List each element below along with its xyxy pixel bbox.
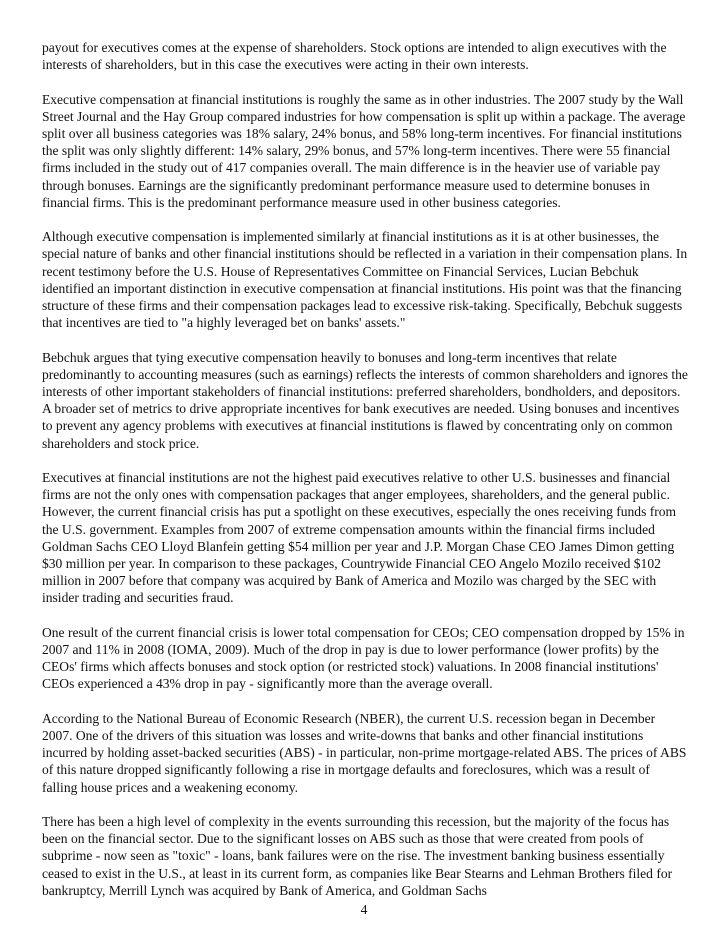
- paragraph-2: Executive compensation at financial institutions is roughly the same as in other industries. The 2007 study by the Wall Street Journal and the Hay Group compared industries for how compensation is split up within a package. The average split over all business categories was 18% salary, 24% bonus, and 58% long-term incentives. For financial institutions the split was only slightly different: 14% salary, 29% bonus, and 57% long-term incentives. There were 55 financial firms included in the study out of 417 companies overall. The main difference is in the heavier use of variable pay through bonuses. Earnings are the significantly predominant performance measure used to determine bonuses in financial firms. This is the predominant performance measure used in other business categories.: [42, 91, 686, 210]
- paragraph-1: payout for executives comes at the expense of shareholders. Stock options are intended to align executives with the interests of shareholders, but in this case the executives were acting in their own interests.: [42, 40, 667, 73]
- paragraph-7: According to the National Bureau of Economic Research (NBER), the current U.S. recession began in December 2007. One of the drivers of this situation was losses and write-downs that banks and other financial institutions incurred by holding asset-backed securities (ABS) - in particular, non-prime mortgage-related ABS. The prices of ABS of this nature dropped significantly following a rise in mortgage defaults and foreclosures, which was a result of falling house prices and a weakening economy.: [42, 710, 687, 795]
- page-number: 4: [360, 902, 368, 917]
- paragraph-8: There has been a high level of complexity in the events surrounding this recession, but the majority of the focus has been on the financial sector. Due to the significant losses on ABS such as those that were created from pools of subprime - now seen as "toxic" - loans, bank failures were on the rise. The investment banking business essentially ceased to exist in the U.S., at least in its current form, as companies like Bear Stearns and Lehman Brothers filed for bankruptcy, Merrill Lynch was acquired by Bank of America, and Goldman Sachs: [42, 814, 673, 898]
- paragraph-5: Executives at financial institutions are not the highest paid executives relative to other U.S. businesses and financial firms are not the only ones with compensation packages that anger employees, shareholders, and the general public. However, the current financial crisis has put a spotlight on these executives, especially the ones receiving funds from the U.S. government. Examples from 2007 of extreme compensation amounts within the financial firms included Goldman Sachs CEO Lloyd Blanfein getting $54 million per year and J.P. Morgan Chase CEO James Dimon getting $30 million per year. In comparison to these packages, Countrywide Financial CEO Angelo Mozilo received $102 million in 2007 before that company was acquired by Bank of America and Mozilo was charged by the SEC with insider trading and securities fraud.: [42, 470, 677, 606]
- document-body: [42, 39, 688, 916]
- paragraph-4: Bebchuk argues that tying executive compensation heavily to bonuses and long-term incentives that relate predominantly to accounting measures (such as earnings) reflects the interests of common shareholders and ignores the interests of other important stakeholders of financial institutions: preferred shareholders, bondholders, and depositors. A broader set of metrics to drive appropriate incentives for bank executives are needed. Using bonuses and incentives to prevent any agency problems with executives at financial institutions is flawed by concentrating only on common shareholders and stock price.: [42, 349, 688, 451]
- paragraph-6: One result of the current financial crisis is lower total compensation for CEOs; CEO compensation dropped by 15% in 2007 and 11% in 2008 (IOMA, 2009). Much of the drop in pay is due to lower performance (lower profits) by the CEOs' firms which affects bonuses and stock option (or restricted stock) valuations. In 2008 financial institutions' CEOs experienced a 43% drop in pay - significantly more than the average overall.: [42, 624, 685, 692]
- paragraph-3: Although executive compensation is implemented similarly at financial institutions as it is at other businesses, the special nature of banks and other financial institutions should be reflected in a variation in their compensation plans. In recent testimony before the U.S. House of Representatives Committee on Financial Services, Lucian Bebchuk identified an important distinction in executive compensation at financial institutions. His point was that the financing structure of these firms and their compensation packages lead to excessive risk-taking. Specifically, Bebchuk suggests that incentives are tied to "a highly leveraged bet on banks' assets.": [42, 229, 688, 331]
